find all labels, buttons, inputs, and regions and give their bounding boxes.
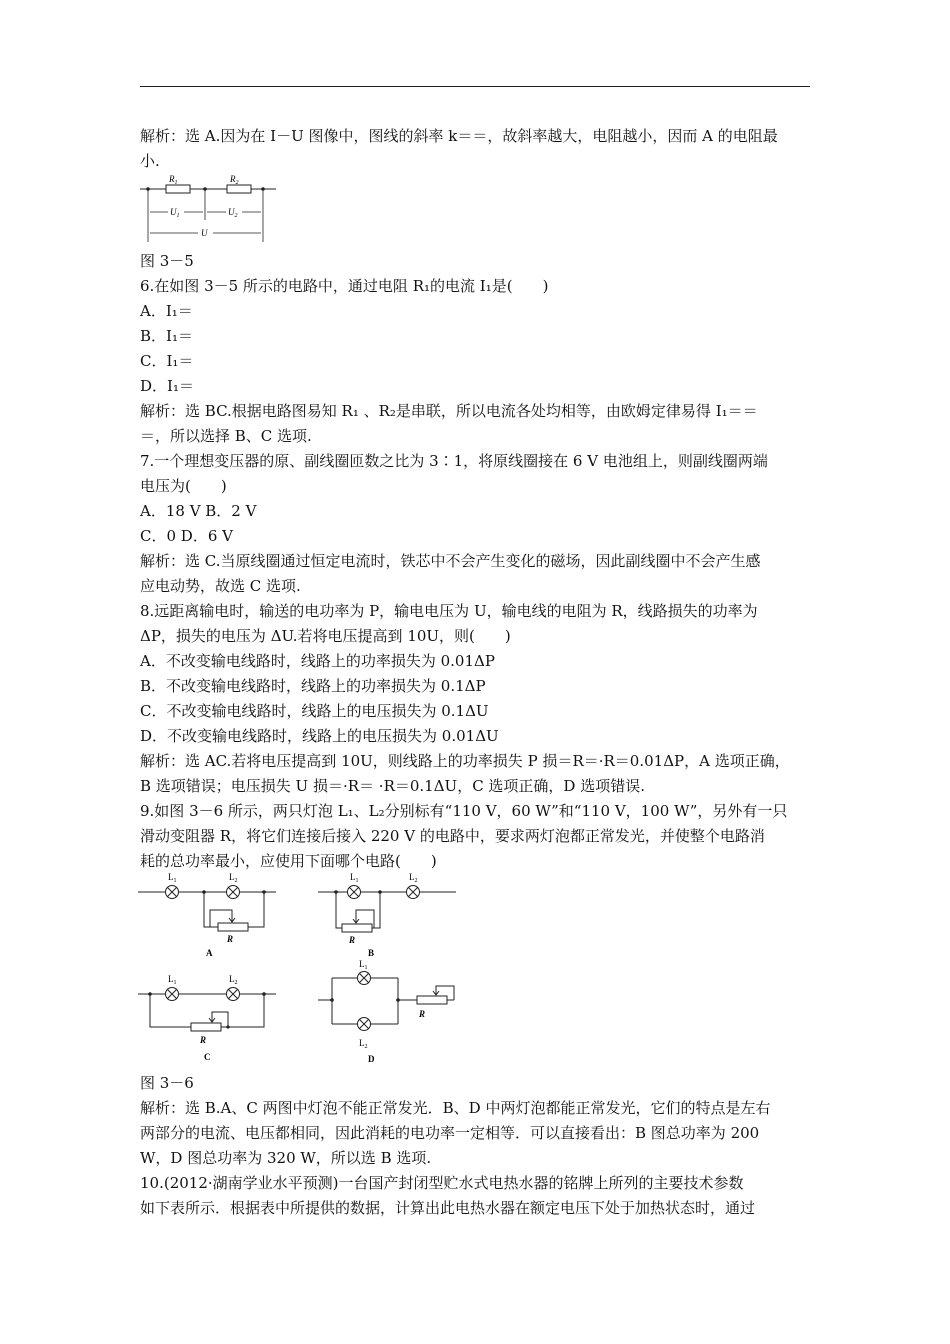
option-c: C．I₁＝: [140, 352, 194, 370]
lamp-l1-label: $L_1$: [168, 872, 177, 884]
circuit-label-b: B: [368, 948, 375, 958]
resistor-label: R: [419, 1009, 426, 1019]
circuit-label-d: D: [368, 1054, 375, 1064]
question-6: 6.在如图 3－5 所示的电路中，通过电阻 R₁的电流 I₁是( ): [140, 277, 549, 295]
text-line: ΔP，损失的电压为 ΔU.若将电压提高到 10U，则( ): [140, 627, 511, 645]
circuit-b: [318, 872, 456, 958]
text-line: 耗的总功率最小，应使用下面哪个电路( ): [140, 852, 437, 870]
lamp-l2-label: $L_2$: [229, 872, 238, 884]
circuit-c: [138, 974, 276, 1062]
figure-caption: 图 3－6: [140, 1074, 194, 1092]
figure-caption: 图 3－5: [140, 252, 194, 270]
option-b: B．不改变输电线路时，线路上的功率损失为 0.1ΔP: [140, 677, 486, 695]
circuit-label-a: A: [206, 948, 213, 958]
text-line: 电压为( ): [140, 477, 227, 495]
option-d: D．不改变输电线路时，线路上的电压损失为 0.01ΔU: [140, 727, 499, 745]
options-ab: A．18 V B．2 V: [140, 502, 257, 520]
option-a: A．I₁＝: [140, 302, 193, 320]
r2-label: $R_2$: [230, 174, 239, 186]
question-7: 7.一个理想变压器的原、副线圈匝数之比为 3∶1，将原线圈接在 6 V 电池组上，则副线圈两端: [140, 452, 768, 470]
question-8: 8.远距离输电时，输送的电功率为 P，输电电压为 U，输电线的电阻为 R，线路损失的功率为: [140, 602, 758, 620]
lamp-l2-label: $L_2$: [359, 1038, 368, 1050]
text-line: ＝，所以选择 B、C 选项.: [140, 427, 312, 445]
figure-3-6-circuits: [136, 866, 466, 1071]
lamp-l1-label: $L_1$: [350, 872, 359, 884]
lamp-l2-label: $L_2$: [409, 872, 418, 884]
text-line: 滑动变阻器 R，将它们连接后接入 220 V 的电路中，要求两灯泡都正常发光，并使整个电路消: [140, 827, 765, 845]
r1-label: $R_1$: [169, 174, 178, 186]
text-line: 应电动势，故选 C 选项.: [140, 577, 301, 595]
lamp-l2-label: $L_2$: [229, 974, 238, 986]
u2-label: $U_2$: [228, 207, 238, 219]
resistor-label: R: [200, 1035, 207, 1045]
circuit-a: [138, 872, 276, 958]
text-line: 解析：选 BC.根据电路图易知 R₁ 、R₂是串联，所以电流各处均相等，由欧姆定律易得 I₁＝＝: [140, 402, 758, 420]
lamp-l1-label: $L_1$: [359, 959, 368, 971]
resistor-label: R: [349, 935, 356, 945]
header-rule: [140, 86, 810, 87]
text-line: 解析：选 AC.若将电压提高到 10U，则线路上的功率损失 P 损＝R＝·R＝0.01ΔP，A 选项正确，: [140, 752, 790, 770]
text-line: 小.: [140, 152, 160, 170]
options-cd: C．0 D．6 V: [140, 527, 233, 545]
resistor-label: R: [227, 934, 234, 944]
lamp-l1-label: $L_1$: [168, 974, 177, 986]
u1-label: $U_1$: [170, 207, 180, 219]
option-a: A．不改变输电线路时，线路上的功率损失为 0.01ΔP: [140, 652, 495, 670]
question-9: 9.如图 3－6 所示，两只灯泡 L₁、L₂分别标有“110 V，60 W”和“110 V，100 W”，另外有一只: [140, 802, 788, 820]
question-10: 10.(2012·湖南学业水平预测)一台国产封闭型贮水式电热水器的铭牌上所列的主要技术参数: [140, 1174, 744, 1192]
option-b: B．I₁＝: [140, 327, 193, 345]
option-c: C．不改变输电线路时，线路上的电压损失为 0.1ΔU: [140, 702, 489, 720]
text-line: 解析：选 A.因为在 I－U 图像中，图线的斜率 k＝＝，故斜率越大，电阻越小，因而 A 的电阻最: [140, 127, 778, 145]
text-line: 如下表所示．根据表中所提供的数据，计算出此电热水器在额定电压下处于加热状态时，通过: [140, 1199, 756, 1217]
circuit-d: [318, 959, 454, 1064]
text-line: B 选项错误；电压损失 U 损＝·R＝ ·R＝0.1ΔU，C 选项正确，D 选项错误.: [140, 777, 646, 795]
text-line: 两部分的电流、电压都相同，因此消耗的电功率一定相等．可以直接看出：B 图总功率为 200: [140, 1124, 760, 1142]
text-line: 解析：选 B.A、C 两图中灯泡不能正常发光．B、D 中两灯泡都能正常发光，它们的特点是左右: [140, 1099, 771, 1117]
text-line: W，D 图总功率为 320 W，所以选 B 选项.: [140, 1149, 432, 1167]
option-d: D．I₁＝: [140, 377, 194, 395]
circuit-label-c: C: [204, 1052, 211, 1062]
text-line: 解析：选 C.当原线圈通过恒定电流时，铁芯中不会产生变化的磁场，因此副线圈中不会产生感: [140, 552, 761, 570]
figure-3-5-circuit: [138, 170, 278, 250]
u-label: U: [201, 228, 208, 238]
